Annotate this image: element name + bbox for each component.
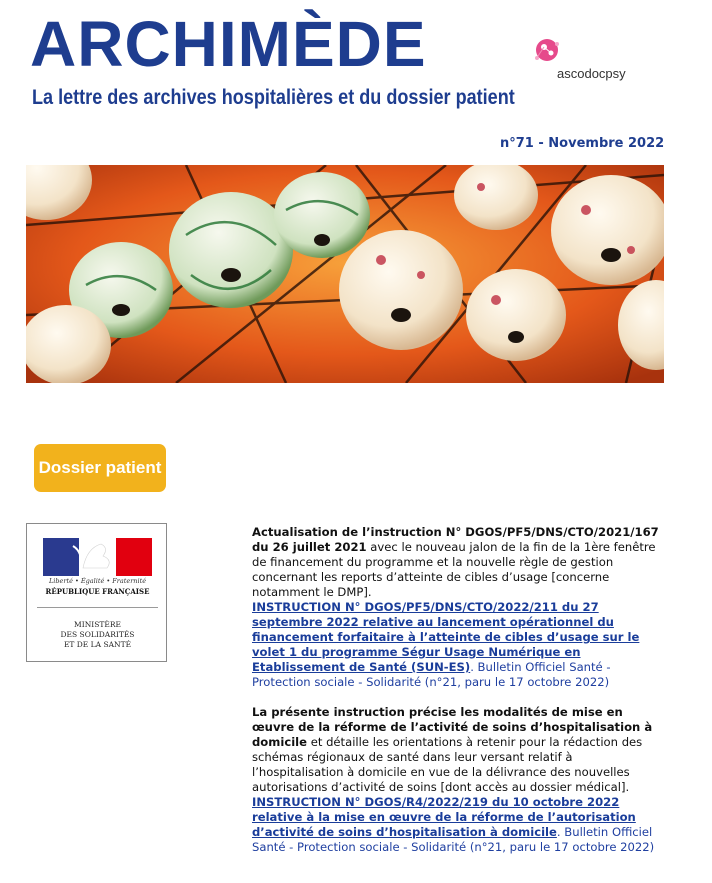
- article-source: . Bulletin Officiel Santé - Protection sociale - Solidarité (n°21, paru le 17 octobre 2022): [252, 660, 611, 689]
- marianne-flag-icon: [43, 538, 152, 576]
- article-intro: et détaille les orientations à retenir pour la rédaction des schémas régionaux de santé dans leur versant relatif à l’hospitalisation à domicile en vue de la délivrance des nouvelles autorisations d’activité de soins [dont accès au dossier médical].: [252, 735, 643, 794]
- gov-ministry-name: MINISTÈRE DES SOLIDARITÉS ET DE LA SANTÉ: [60, 620, 135, 649]
- newsletter-title: ARCHIMÈDE: [30, 8, 427, 80]
- section-badge-dossier-patient[interactable]: Dossier patient: [34, 444, 166, 492]
- newsletter-subtitle: La lettre des archives hospitalières et du dossier patient: [32, 86, 515, 109]
- article-intro-bold: Actualisation de l’instruction N° DGOS/PF5/DNS/CTO/2021/167 du 26 juillet 2021: [252, 525, 659, 554]
- ascodocpsy-logo-text: ascodocpsy: [557, 66, 626, 81]
- article-had: [252, 705, 662, 855]
- article-intro-bold: La présente instruction précise les modalités de mise en œuvre de la réforme de l’activité de soins d’hospitalisation à domicile: [252, 705, 653, 749]
- ministry-logo: [26, 523, 167, 662]
- gov-republique: RÉPUBLIQUE FRANÇAISE: [45, 587, 150, 596]
- gov-motto: Liberté • Égalité • Fraternité: [48, 577, 147, 585]
- article-intro: avec le nouveau jalon de la fin de la 1ère fenêtre de financement du programme et la nouvelle règle de gestion concernant les reports d’atteinte de cibles d’usage [concerne notamment le DMP].: [252, 540, 656, 599]
- banner-image: [26, 165, 664, 383]
- instruction-link-had[interactable]: INSTRUCTION N° DGOS/R4/2022/219 du 10 octobre 2022 relative à la mise en œuvre de la réforme de l’autorisation d’activité de soins d’hospitalisation à domicile: [252, 795, 636, 839]
- issue-number: n°71 - Novembre 2022: [500, 136, 665, 151]
- article-source: . Bulletin Officiel Santé - Protection sociale - Solidarité (n°21, paru le 17 octobre 2022): [252, 825, 655, 854]
- article-sun-es: [252, 525, 662, 690]
- instruction-link-sun-es[interactable]: INSTRUCTION N° DGOS/PF5/DNS/CTO/2022/211 du 27 septembre 2022 relative au lancement opérationnel du financement forfaitaire à l’atteinte de cibles d’usage sur le volet 1 du programme Ségur Usage Numérique en Etablissement de Santé (SUN-ES): [252, 600, 640, 674]
- paper-lanterns-image: [26, 165, 664, 383]
- gov-divider: [37, 607, 158, 608]
